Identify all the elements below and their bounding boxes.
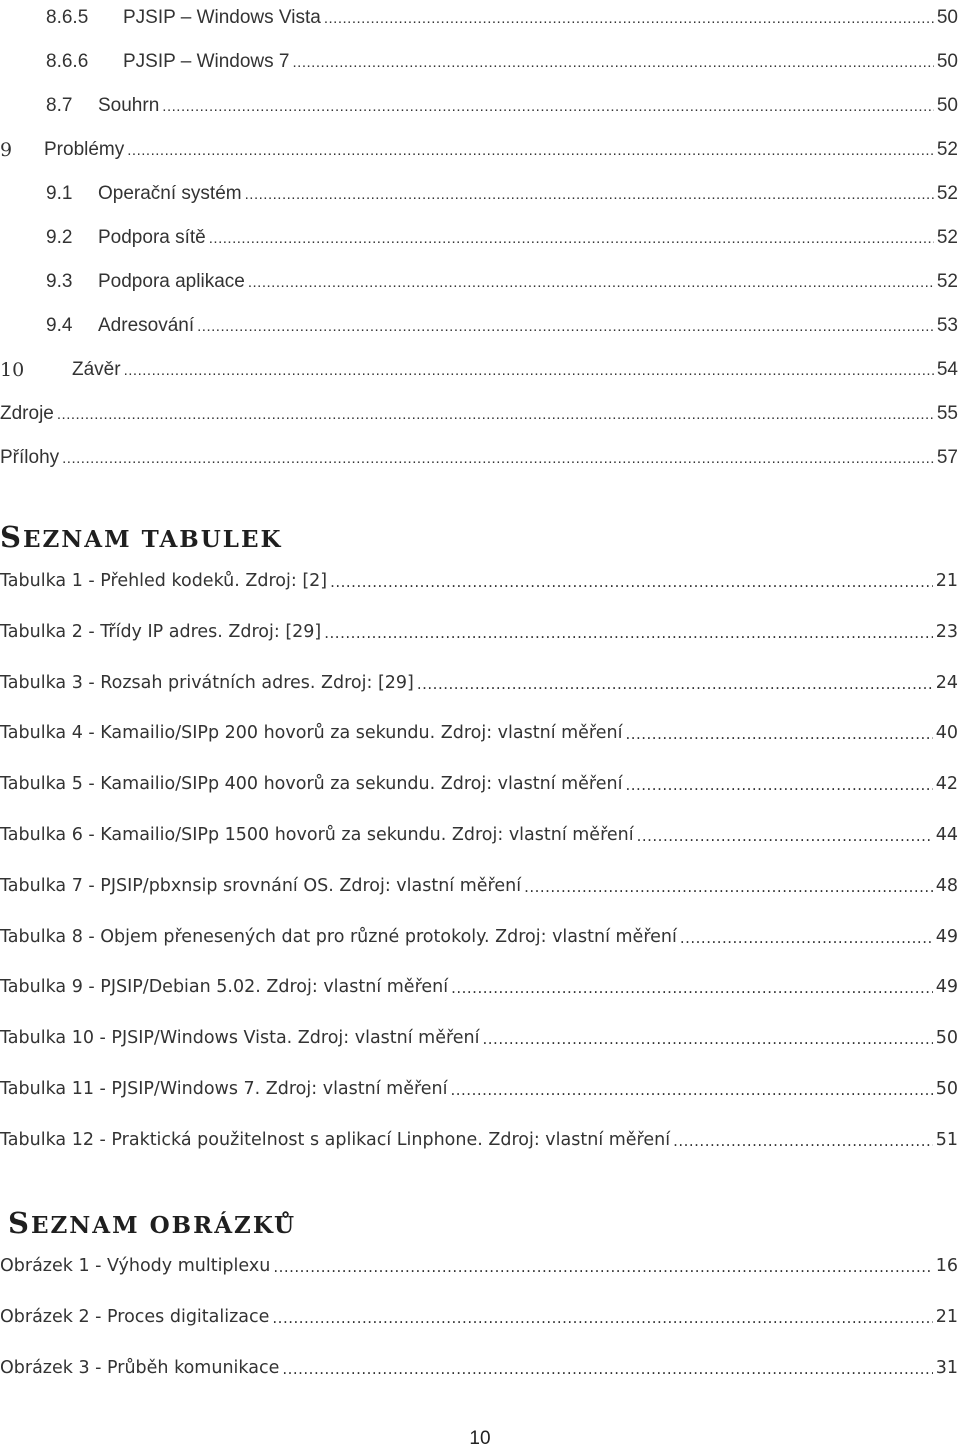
table-list-entry-title: Tabulka 2 - Třídy IP adres. Zdroj: [29]: [0, 621, 322, 642]
dot-leader: [625, 725, 932, 745]
dot-leader: [637, 827, 933, 847]
dot-leader: [62, 450, 934, 470]
toc-entry[interactable]: [0, 352, 958, 382]
toc-entry-number: 9.1: [46, 183, 73, 204]
toc-entry-page: 52: [936, 271, 958, 292]
table-list-entry[interactable]: [0, 817, 958, 847]
toc-entry-page: 57: [936, 447, 958, 468]
toc-entry-page: 52: [936, 139, 958, 160]
dot-leader: [282, 1360, 932, 1380]
toc-entry-title: PJSIP – Windows Vista: [123, 7, 321, 28]
toc-entry[interactable]: [0, 44, 958, 74]
toc-entry-title: Adresování: [98, 315, 195, 336]
dot-leader: [524, 878, 933, 898]
table-list-entry-title: Tabulka 12 - Praktická použitelnost s aplikací Linphone. Zdroj: vlastní měření: [0, 1129, 671, 1150]
table-list-entry-title: Tabulka 3 - Rozsah privátních adres. Zdroj: [29]: [0, 672, 414, 693]
toc-entry-title: Přílohy: [0, 447, 60, 468]
table-list-entry-title: Tabulka 9 - PJSIP/Debian 5.02. Zdroj: vlastní měření: [0, 977, 449, 998]
figure-list-entry-title: Obrázek 2 - Proces digitalizace: [0, 1306, 270, 1327]
dot-leader: [273, 1258, 932, 1278]
table-list-entry-title: Tabulka 8 - Objem přenesených dat pro různé protokoly. Zdroj: vlastní měření: [0, 926, 677, 947]
toc-entry-page: 52: [936, 183, 958, 204]
toc-entry-title: Podpora sítě: [98, 227, 206, 248]
dot-leader: [417, 675, 933, 695]
toc-entry-number: 8.6.6: [46, 51, 89, 72]
toc-entry[interactable]: [0, 220, 958, 250]
table-list-entry-title: Tabulka 4 - Kamailio/SIPp 200 hovorů za sekundu. Zdroj: vlastní měření: [0, 723, 623, 744]
dot-leader: [124, 362, 934, 382]
table-list-entry-page: 21: [935, 571, 958, 591]
toc-entry-number: 9.3: [46, 271, 73, 292]
dot-leader: [57, 406, 934, 426]
dot-leader: [483, 1030, 933, 1050]
table-list-entry-title: Tabulka 10 - PJSIP/Windows Vista. Zdroj: vlastní měření: [0, 1028, 480, 1049]
table-list-entry-page: 49: [935, 926, 958, 947]
dot-leader: [127, 142, 934, 162]
dot-leader: [209, 230, 934, 250]
table-list-entry-page: 49: [935, 977, 958, 998]
toc-entry-page: 50: [936, 95, 958, 116]
table-list-entry[interactable]: [0, 969, 958, 999]
toc-entry-title: Zdroje: [0, 403, 54, 424]
dot-leader: [451, 1081, 933, 1101]
table-list-entry-title: Tabulka 7 - PJSIP/pbxnsip srovnání OS. Zdroj: vlastní měření: [0, 875, 522, 896]
toc-entry[interactable]: [0, 88, 958, 118]
table-list-entry-page: 50: [935, 1079, 958, 1099]
table-list-entry-title: Tabulka 5 - Kamailio/SIPp 400 hovorů za sekundu. Zdroj: vlastní měření: [0, 774, 623, 795]
toc-entry[interactable]: [0, 264, 958, 294]
dot-leader: [324, 10, 934, 30]
toc-entry-page: 52: [936, 227, 958, 248]
table-list-entry[interactable]: [0, 868, 958, 898]
table-list-entry-page: 23: [935, 621, 958, 642]
toc-entry-title: Problémy: [44, 139, 125, 160]
figure-list-entry[interactable]: [0, 1248, 958, 1278]
figure-list-entry[interactable]: [0, 1350, 958, 1380]
dot-leader: [673, 1132, 933, 1152]
toc-entry[interactable]: [0, 176, 958, 206]
figure-list-entry-page: 31: [935, 1357, 958, 1378]
table-list-entry-title: Tabulka 6 - Kamailio/SIPp 1500 hovorů za sekundu. Zdroj: vlastní měření: [0, 825, 634, 845]
toc-entry-title: Operační systém: [98, 183, 242, 204]
dot-leader: [245, 186, 934, 206]
toc-entry-page: 50: [936, 7, 958, 28]
figure-list-entry-title: Obrázek 3 - Průběh komunikace: [0, 1357, 280, 1378]
toc-entry[interactable]: [0, 440, 958, 470]
figure-list-entry-page: 21: [935, 1306, 958, 1327]
toc-entry[interactable]: [0, 132, 958, 162]
dot-leader: [680, 929, 933, 949]
figure-list-entry-title: Obrázek 1 - Výhody multiplexu: [0, 1256, 271, 1276]
table-list-entry-page: 48: [935, 875, 958, 896]
table-list-entry-page: 50: [935, 1028, 958, 1049]
dot-leader: [248, 274, 934, 294]
toc-entry-title: PJSIP – Windows 7: [123, 51, 290, 72]
toc-entry-number: 8.6.5: [46, 7, 89, 28]
toc-entry-number: 8.7: [46, 95, 73, 116]
dot-leader: [272, 1309, 932, 1329]
table-list-entry-page: 42: [935, 774, 958, 795]
table-list-entry-title: Tabulka 11 - PJSIP/Windows 7. Zdroj: vlastní měření: [0, 1079, 448, 1099]
toc-entry-number: 10: [0, 359, 25, 381]
dot-leader: [162, 98, 934, 118]
figures-list-heading: SEZNAM OBRÁZKŮ: [8, 1206, 297, 1240]
dot-leader: [293, 54, 934, 74]
toc-entry-page: 53: [936, 315, 958, 336]
toc-entry-page: 54: [936, 359, 958, 380]
toc-entry-page: 50: [936, 51, 958, 72]
dot-leader: [625, 776, 932, 796]
table-list-entry[interactable]: [0, 715, 958, 745]
toc-entry[interactable]: [0, 308, 958, 338]
table-list-entry-page: 44: [935, 825, 958, 845]
toc-entry-number: 9.4: [46, 315, 73, 336]
table-list-entry[interactable]: [0, 614, 958, 644]
table-list-entry[interactable]: [0, 1071, 958, 1101]
toc-entry-number: 9: [0, 139, 13, 161]
table-list-entry-page: 40: [935, 723, 958, 744]
table-list-entry[interactable]: [0, 919, 958, 949]
table-list-entry-page: 24: [935, 672, 958, 693]
table-list-entry[interactable]: [0, 563, 958, 593]
table-list-entry-title: Tabulka 1 - Přehled kodeků. Zdroj: [2]: [0, 571, 328, 591]
table-list-entry[interactable]: [0, 665, 958, 695]
tables-list-heading: SEZNAM TABULEK: [0, 520, 283, 554]
toc-entry[interactable]: [0, 396, 958, 426]
toc-entry-title: Závěr: [72, 359, 121, 380]
table-list-entry-page: 51: [935, 1129, 958, 1150]
table-list-entry[interactable]: [0, 766, 958, 796]
toc-entry-title: Souhrn: [98, 95, 160, 116]
dot-leader: [324, 624, 932, 644]
toc-entry[interactable]: [0, 0, 958, 30]
dot-leader: [330, 573, 933, 593]
toc-entry-page: 55: [936, 403, 958, 424]
toc-entry-title: Podpora aplikace: [98, 271, 245, 292]
table-list-entry[interactable]: [0, 1122, 958, 1152]
table-list-entry[interactable]: [0, 1020, 958, 1050]
figure-list-entry[interactable]: [0, 1299, 958, 1329]
page-number: 10: [469, 1428, 491, 1449]
toc-entry-number: 9.2: [46, 227, 73, 248]
dot-leader: [451, 979, 933, 999]
figure-list-entry-page: 16: [935, 1256, 958, 1276]
dot-leader: [197, 318, 934, 338]
